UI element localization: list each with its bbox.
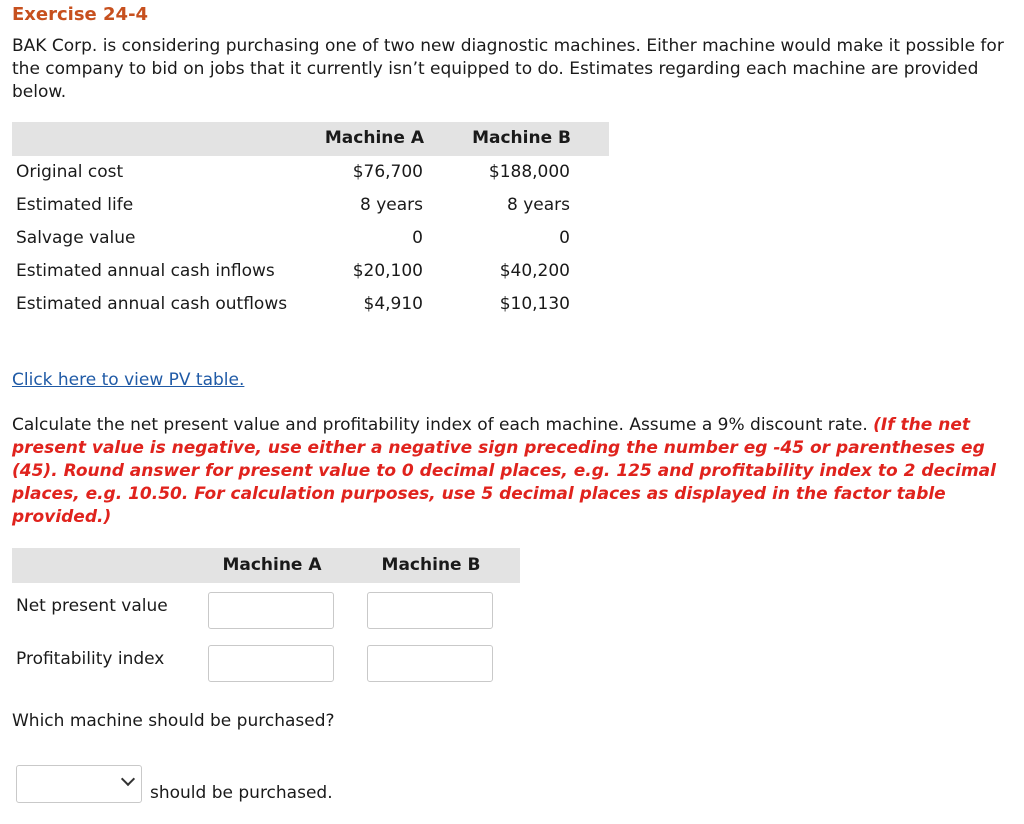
header-machine-a: Machine A [324, 128, 424, 148]
row-label: Estimated life [16, 195, 134, 215]
machine-a-value: $76,700 [352, 162, 423, 182]
machine-select-dropdown[interactable] [16, 765, 142, 803]
npv-machine-b-input[interactable] [367, 592, 493, 629]
machine-a-value: 8 years [359, 195, 423, 215]
estimates-row [16, 222, 606, 255]
chevron-down-icon [121, 772, 135, 786]
row-label: Original cost [16, 162, 124, 182]
machine-a-value: $4,910 [363, 294, 423, 314]
machine-b-value: 8 years [506, 195, 570, 215]
decision-suffix: should be purchased. [150, 783, 333, 803]
exercise-title: Exercise 24-4 [12, 4, 149, 25]
machine-a-value: $20,100 [352, 261, 423, 281]
machine-b-value: $40,200 [499, 261, 570, 281]
machine-b-value: $10,130 [499, 294, 570, 314]
machine-b-value: $188,000 [488, 162, 570, 182]
question-instructions: (If the net present value is negative, use either a negative sign preceding the number eg -45 or parentheses eg (45). Round answer for present value to 0 decimal places, e.g. 125 and profitability index to 2 decimal places, e.g. 10.50. For calculation purposes, use 5 decimal places as displayed in the factor table provided.) [12, 415, 996, 527]
row-label: Estimated annual cash inflows [16, 261, 275, 281]
exercise-intro: BAK Corp. is considering purchasing one of two new diagnostic machines. Either machine would make it possible for the company to bid on jobs that it currently isn’t equipped to do. Estimates regarding each machine are provided below. [12, 36, 1004, 102]
pi-machine-a-input[interactable] [208, 645, 334, 682]
machine-a-value: 0 [412, 228, 423, 248]
answer-header-machine-b: Machine B [381, 555, 481, 575]
estimates-row [16, 189, 606, 222]
machine-b-value: 0 [559, 228, 570, 248]
pi-label: Profitability index [16, 649, 165, 669]
estimates-row [16, 255, 606, 288]
pi-machine-b-input[interactable] [367, 645, 493, 682]
npv-machine-a-input[interactable] [208, 592, 334, 629]
question-text [12, 414, 1016, 529]
npv-label: Net present value [16, 596, 168, 616]
answer-header-machine-a: Machine A [222, 555, 322, 575]
answer-header-row [12, 548, 520, 583]
question-prompt: Calculate the net present value and profitability index of each machine. Assume a 9% discount rate. [12, 415, 868, 435]
pv-table-link[interactable]: Click here to view PV table. [12, 370, 245, 390]
header-machine-b: Machine B [472, 128, 571, 148]
estimates-row [16, 288, 606, 321]
estimates-header-row [12, 122, 609, 156]
estimates-row [16, 156, 606, 189]
row-label: Salvage value [16, 228, 136, 248]
decision-question: Which machine should be purchased? [12, 711, 335, 731]
row-label: Estimated annual cash outflows [16, 294, 288, 314]
